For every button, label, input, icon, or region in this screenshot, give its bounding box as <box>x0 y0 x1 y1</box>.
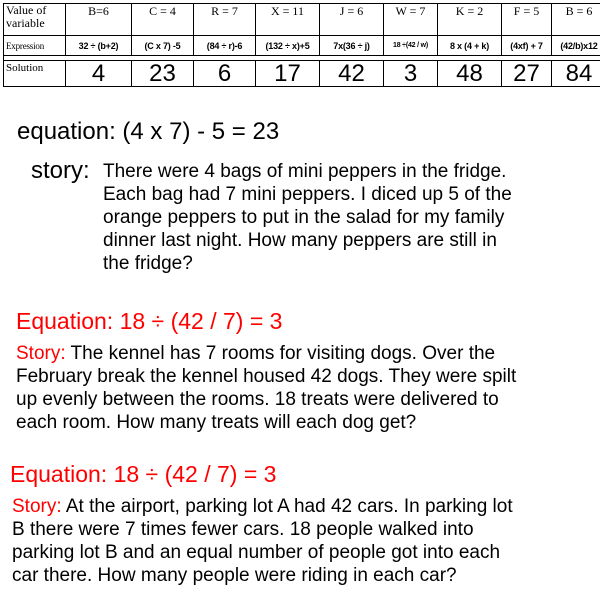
expression-cell: (42/b)x12 <box>552 36 600 56</box>
expression-row <box>4 36 600 56</box>
story-line: B there were 7 times fewer cars. 18 people walked into <box>12 519 474 540</box>
story-line: car there. How many people were riding in each car? <box>12 565 457 586</box>
expression-cell: 7x(36 ÷ j) <box>320 36 384 56</box>
expression-cell: (4xf) + 7 <box>502 36 552 56</box>
variable-cell: F = 5 <box>502 4 552 36</box>
story-line: dinner last night. How many peppers are still in <box>103 230 497 251</box>
solution-row <box>4 61 600 87</box>
solution-cell: 4 <box>66 61 132 87</box>
solution-cell: 3 <box>384 61 438 87</box>
variable-row-label: Value of variable <box>4 4 66 36</box>
story-line: up evenly between the rooms. 18 treats were delivered to <box>16 389 499 410</box>
equation-3: Equation: 18 ÷ (42 / 7) = 3 <box>10 461 277 487</box>
variable-cell: W = 7 <box>384 4 438 36</box>
variable-cell: B = 6 <box>552 4 600 36</box>
solution-cell: 27 <box>502 61 552 87</box>
equation-2: Equation: 18 ÷ (42 / 7) = 3 <box>16 308 283 334</box>
solution-cell: 84 <box>552 61 600 87</box>
story-line: each room. How many treats will each dog get? <box>16 412 417 433</box>
equation-1: equation: (4 x 7) - 5 = 23 <box>17 118 280 145</box>
story-2-text <box>16 342 596 434</box>
solution-cell: 17 <box>256 61 320 87</box>
story-1-label: story: <box>31 157 90 184</box>
story-line: Each bag had 7 mini peppers. I diced up 5 of the <box>103 184 512 205</box>
expression-cell: 18 ÷(42 / w) <box>384 36 438 56</box>
expression-cell: (84 ÷ r)-6 <box>194 36 256 56</box>
story-3-text <box>12 495 598 587</box>
expression-cell: 8 x (4 + k) <box>438 36 502 56</box>
solution-row-label: Solution <box>4 61 66 87</box>
variables-table <box>3 3 600 87</box>
expression-cell: (C x 7) -5 <box>132 36 194 56</box>
variable-cell: X = 11 <box>256 4 320 36</box>
story-line: parking lot B and an equal number of people got into each <box>12 542 501 563</box>
solution-cell: 6 <box>194 61 256 87</box>
story-line: February break the kennel housed 42 dogs. They were spilt <box>16 366 517 387</box>
story-3-label: Story: <box>12 496 62 517</box>
story-line: the fridge? <box>103 253 193 274</box>
variable-cell: K = 2 <box>438 4 502 36</box>
expression-cell: 32 ÷ (b+2) <box>66 36 132 56</box>
expression-cell: (132 ÷ x)+5 <box>256 36 320 56</box>
story-line: orange peppers to put in the salad for my family <box>103 207 505 228</box>
variable-cell: R = 7 <box>194 4 256 36</box>
solution-cell: 42 <box>320 61 384 87</box>
story-line: Story: The kennel has 7 rooms for visiting dogs. Over the <box>16 343 496 364</box>
variable-cell: J = 6 <box>320 4 384 36</box>
variable-cell: C = 4 <box>132 4 194 36</box>
story-1-text <box>103 160 583 275</box>
story-2-label: Story: <box>16 343 66 364</box>
story-line: There were 4 bags of mini peppers in the fridge. <box>103 161 507 182</box>
expression-row-label: Expression <box>4 36 66 56</box>
solution-cell: 23 <box>132 61 194 87</box>
story-line: Story: At the airport, parking lot A had 42 cars. In parking lot <box>12 496 513 517</box>
variable-cell: B=6 <box>66 4 132 36</box>
variable-row <box>4 4 600 36</box>
solution-cell: 48 <box>438 61 502 87</box>
